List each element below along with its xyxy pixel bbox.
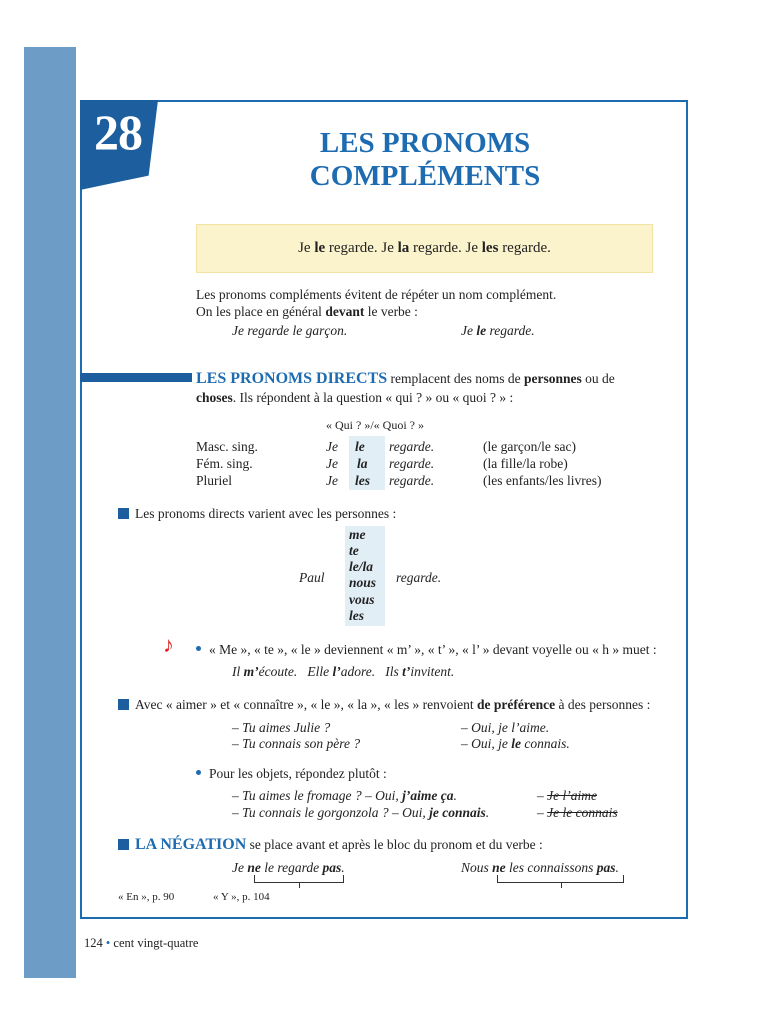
example-box <box>196 224 653 273</box>
pronoun-item: me <box>349 527 366 542</box>
directs-text: . Ils répondent à la question « qui ? » ou « quoi ? » : <box>232 390 514 405</box>
row-verb: regarde. <box>389 439 435 454</box>
elision-ex: Elle <box>307 664 333 679</box>
intro-text: le verbe : <box>364 304 418 319</box>
square-bullet-icon <box>118 699 129 710</box>
negation-ex-bold: pas <box>322 860 342 875</box>
section-rule <box>80 373 192 382</box>
negation-ex: Nous <box>461 860 493 875</box>
example-pronoun: les <box>481 240 499 256</box>
intro-line-2 <box>196 303 418 320</box>
negation-example-1 <box>232 859 345 876</box>
row-note: (le garçon/le sac) <box>483 439 576 454</box>
aimer-ex: . <box>453 788 457 803</box>
crossed-out-answer: Je l’aime <box>547 788 597 803</box>
varient-line <box>118 505 396 522</box>
row-pronoun: les <box>355 473 370 488</box>
page-number: 124 <box>84 936 103 950</box>
negation-ex-bold: ne <box>247 860 261 875</box>
intro-text: Je <box>461 323 477 338</box>
elision-ex: Ils <box>385 664 403 679</box>
directs-text: remplacent des noms de <box>387 371 524 386</box>
intro-example-left: Je regarde le garçon. <box>232 323 348 338</box>
question-label: « Qui ? »/« Quoi ? » <box>326 418 424 432</box>
intro-line-1: Les pronoms compléments évitent de répéter un nom complément. <box>196 287 557 302</box>
example-text: regarde. <box>498 240 551 256</box>
directs-line-1 <box>196 369 615 388</box>
aimer-text: Avec « aimer » et « connaître », « le », « la », « les » renvoient <box>135 697 478 712</box>
title-line-2: COMPLÉMENTS <box>309 160 541 192</box>
aimer-q3 <box>232 787 457 804</box>
row-note: (la fille/la robe) <box>483 456 568 471</box>
aimer-wrong-4 <box>537 804 618 821</box>
elision-ex: adore. <box>340 664 376 679</box>
negation-text: se place avant et après le bloc du pronom et du verbe : <box>246 837 543 852</box>
directs-bold: personnes <box>524 371 582 386</box>
elision-examples <box>232 663 454 680</box>
aimer-ex-bold: j’aime ça <box>402 788 454 803</box>
aimer-a1: – Oui, je l’aime. <box>461 720 550 735</box>
cross-ref-en[interactable]: « En », p. 90 <box>118 891 175 903</box>
aimer-ex-bold: je connais <box>429 805 486 820</box>
negation-ex-bold: pas <box>596 860 616 875</box>
row-verb: regarde. <box>389 456 435 471</box>
aimer-q1: – Tu aimes Julie ? <box>232 720 331 735</box>
pronoun-item: te <box>349 543 359 558</box>
row-pronoun: le <box>355 439 365 454</box>
row-subject: Je <box>326 439 338 454</box>
example-pronoun: le <box>314 240 326 256</box>
aimer-ex: connais. <box>521 736 570 751</box>
example-text: regarde. Je <box>325 240 398 256</box>
negation-ex: les connaissons <box>505 860 597 875</box>
aimer-ex: – Tu connais le gorgonzola ? – Oui, <box>232 805 430 820</box>
aimer-ex-bold: le <box>511 736 521 751</box>
intro-bold: devant <box>325 304 365 319</box>
pronoun-item: les <box>349 608 364 623</box>
section-heading: LES PRONOMS DIRECTS <box>196 370 388 387</box>
example-text: regarde. Je <box>409 240 482 256</box>
objets-text: Pour les objets, répondez plutôt : <box>209 766 387 781</box>
row-label: Fém. sing. <box>196 456 253 471</box>
row-subject: Je <box>326 473 338 488</box>
example-text: Je <box>298 240 315 256</box>
negation-ex-bold: ne <box>492 860 506 875</box>
aimer-ex: – <box>537 788 548 803</box>
negation-ex: . <box>615 860 619 875</box>
intro-text: On les place en général <box>196 304 326 319</box>
bullet-dot-icon <box>196 646 201 651</box>
aimer-a2 <box>461 735 570 752</box>
negation-line <box>118 835 543 854</box>
crossed-out-answer: Je le connais <box>547 805 618 820</box>
section-heading: LA NÉGATION <box>135 836 247 853</box>
negation-ex: Je <box>232 860 248 875</box>
row-note: (les enfants/les livres) <box>483 473 602 488</box>
elision-ex: écoute. <box>258 664 298 679</box>
varient-verb: regarde. <box>396 570 442 585</box>
elision-ex-bold: l’ <box>332 664 341 679</box>
aimer-ex: – Oui, je <box>461 736 512 751</box>
cross-ref-y[interactable]: « Y », p. 104 <box>213 891 270 903</box>
page-number-words: cent vingt-quatre <box>113 936 199 950</box>
varient-text: Les pronoms directs varient avec les personnes : <box>135 506 397 521</box>
negation-ex: . <box>341 860 345 875</box>
pronoun-item: nous <box>349 575 377 590</box>
aimer-ex: – <box>537 805 548 820</box>
row-label: Pluriel <box>196 473 232 488</box>
bullet-dot-icon <box>196 770 201 775</box>
aimer-ex: . <box>485 805 490 820</box>
intro-text: regarde. <box>486 323 535 338</box>
pronoun-item: le/la <box>349 559 373 574</box>
example-pronoun: la <box>397 240 410 256</box>
elision-text: « Me », « te », « le » deviennent « m’ », « t’ », « l’ » devant voyelle ou « h » muet : <box>209 642 657 657</box>
row-verb: regarde. <box>389 473 435 488</box>
aimer-line <box>118 696 650 713</box>
music-note-icon: ♪ <box>163 632 174 657</box>
row-label: Masc. sing. <box>196 439 258 454</box>
aimer-wrong-3 <box>537 787 597 804</box>
elision-ex: Il <box>232 664 244 679</box>
elision-line <box>196 641 657 658</box>
directs-bold: choses <box>196 390 233 405</box>
directs-text: ou de <box>581 371 615 386</box>
elision-ex: invitent. <box>410 664 455 679</box>
side-bar <box>24 47 76 978</box>
elision-ex-bold: m’ <box>243 664 259 679</box>
varient-subject: Paul <box>299 570 325 585</box>
page-footer <box>84 935 198 952</box>
aimer-q2: – Tu connais son père ? <box>232 736 361 751</box>
square-bullet-icon <box>118 508 129 519</box>
title-line-1: LES PRONOMS <box>319 127 531 159</box>
aimer-ex: – Tu aimes le fromage ? – Oui, <box>232 788 403 803</box>
negation-bracket <box>497 875 624 883</box>
negation-example-2 <box>461 859 619 876</box>
aimer-bold: de préférence <box>477 697 556 712</box>
page-title <box>290 127 560 193</box>
elision-ex-bold: t’ <box>402 664 411 679</box>
pronoun-item: vous <box>349 592 375 607</box>
footer-dot-icon: • <box>105 936 111 950</box>
chapter-number: 28 <box>94 104 142 160</box>
intro-bold: le <box>476 323 487 338</box>
negation-ex: le regarde <box>260 860 323 875</box>
aimer-text: à des personnes : <box>555 697 651 712</box>
negation-bracket <box>254 875 344 883</box>
aimer-q4 <box>232 804 489 821</box>
directs-line-2 <box>196 389 513 406</box>
intro-example-right <box>461 322 535 339</box>
row-pronoun: la <box>357 456 368 471</box>
objets-line <box>196 765 387 782</box>
square-bullet-icon <box>118 839 129 850</box>
row-subject: Je <box>326 456 338 471</box>
